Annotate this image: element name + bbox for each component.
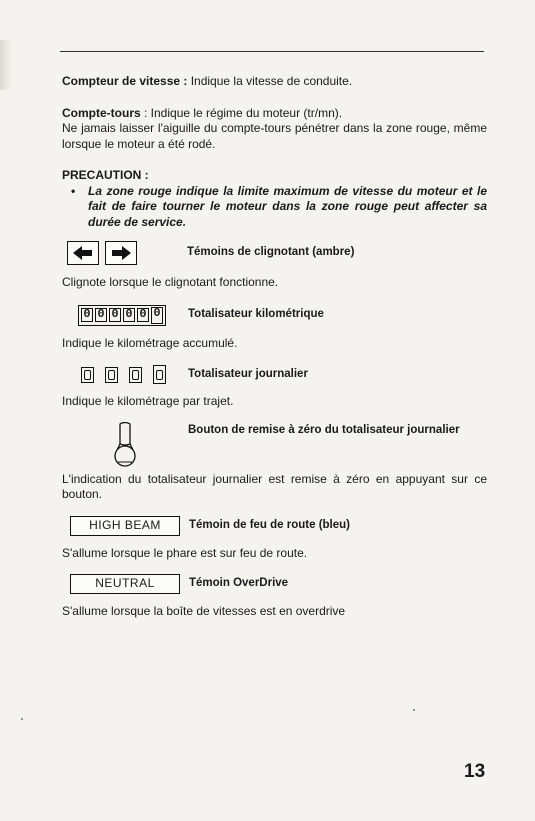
odometer-digit: 0	[151, 307, 163, 324]
odometer-description: Indique le kilométrage accumulé.	[62, 335, 238, 350]
high-beam-label: Témoin de feu de route (bleu)	[189, 518, 351, 531]
reset-knob-icon	[114, 422, 136, 468]
neutral-description: S'allume lorsque la boîte de vitesses est en overdrive	[62, 604, 346, 618]
turn-signal-label: Témoins de clignotant (ambre)	[187, 246, 355, 259]
high-beam-item	[70, 516, 487, 536]
precaution-item: • La zone rouge indique la limite maximum de vitesse du moteur et le fait de faire tourner le moteur dans la zone rouge peut affecter sa durée de service.	[71, 184, 487, 231]
speedometer-label: Compteur de vitesse :	[62, 74, 188, 88]
header-rule	[60, 51, 484, 52]
high-beam-indicator	[70, 516, 189, 536]
trip-meter-display	[81, 365, 188, 384]
neutral-box-label: NEUTRAL	[95, 576, 155, 591]
precaution-list	[62, 184, 487, 231]
manual-content	[62, 60, 487, 620]
tachometer-section	[62, 106, 487, 153]
odometer-digit: 0	[137, 308, 149, 322]
print-speck	[413, 709, 415, 711]
high-beam-box	[70, 516, 180, 536]
neutral-box	[70, 574, 180, 594]
neutral-label: Témoin OverDrive	[189, 577, 289, 590]
reset-knob-wrapper	[62, 422, 188, 468]
odometer-digit: 0	[109, 308, 121, 322]
odometer-icon	[78, 305, 166, 326]
high-beam-description: S'allume lorsque le phare est sur feu de route.	[62, 545, 308, 560]
reset-button-label: Bouton de remise à zéro du totalisateur journalier	[188, 423, 460, 436]
turn-signal-item	[67, 241, 487, 265]
precaution-section	[62, 168, 487, 230]
tachometer-label: Compte-tours	[62, 105, 141, 120]
trip-digit-icon	[153, 365, 166, 384]
high-beam-box-label: HIGH BEAM	[89, 517, 161, 532]
odometer-display	[78, 305, 188, 326]
trip-meter-description: Indique le kilométrage par trajet.	[62, 394, 234, 408]
tachometer-warning: Ne jamais laisser l'aiguille du compte-tours pénétrer dans la zone rouge, même lorsque le moteur a été rodé.	[62, 121, 487, 151]
page-edge-shadow	[0, 40, 12, 90]
trip-digit-icon	[129, 367, 142, 383]
print-speck	[21, 718, 23, 720]
right-arrow-icon	[105, 241, 137, 265]
trip-digit-icon	[81, 367, 94, 383]
trip-meter-item	[81, 365, 487, 384]
neutral-indicator	[70, 574, 189, 594]
trip-digit-icon	[105, 367, 118, 383]
odometer-item	[78, 305, 487, 326]
odometer-digit: 0	[95, 308, 107, 322]
tachometer-text: : Indique le régime du moteur (tr/mn).	[140, 105, 343, 120]
odometer-label: Totalisateur kilométrique	[188, 308, 324, 321]
odometer-digit: 0	[123, 308, 135, 322]
speedometer-text: Indique la vitesse de conduite.	[187, 74, 353, 88]
neutral-item	[70, 574, 487, 594]
reset-button-item	[62, 422, 487, 468]
left-arrow-icon	[67, 241, 99, 265]
tachometer-line	[62, 106, 487, 122]
page-number: 13	[464, 761, 486, 782]
turn-signal-indicators	[67, 241, 187, 265]
trip-meter-label: Totalisateur journalier	[188, 367, 308, 380]
turn-signal-description: Clignote lorsque le clignotant fonctionne.	[62, 275, 279, 289]
speedometer-paragraph	[62, 74, 487, 90]
reset-button-description: L'indication du totalisateur journalier est remise à zéro en appuyant sur ce bouton.	[62, 471, 487, 501]
precaution-heading: PRECAUTION :	[62, 168, 149, 182]
odometer-digit: 0	[81, 308, 93, 322]
